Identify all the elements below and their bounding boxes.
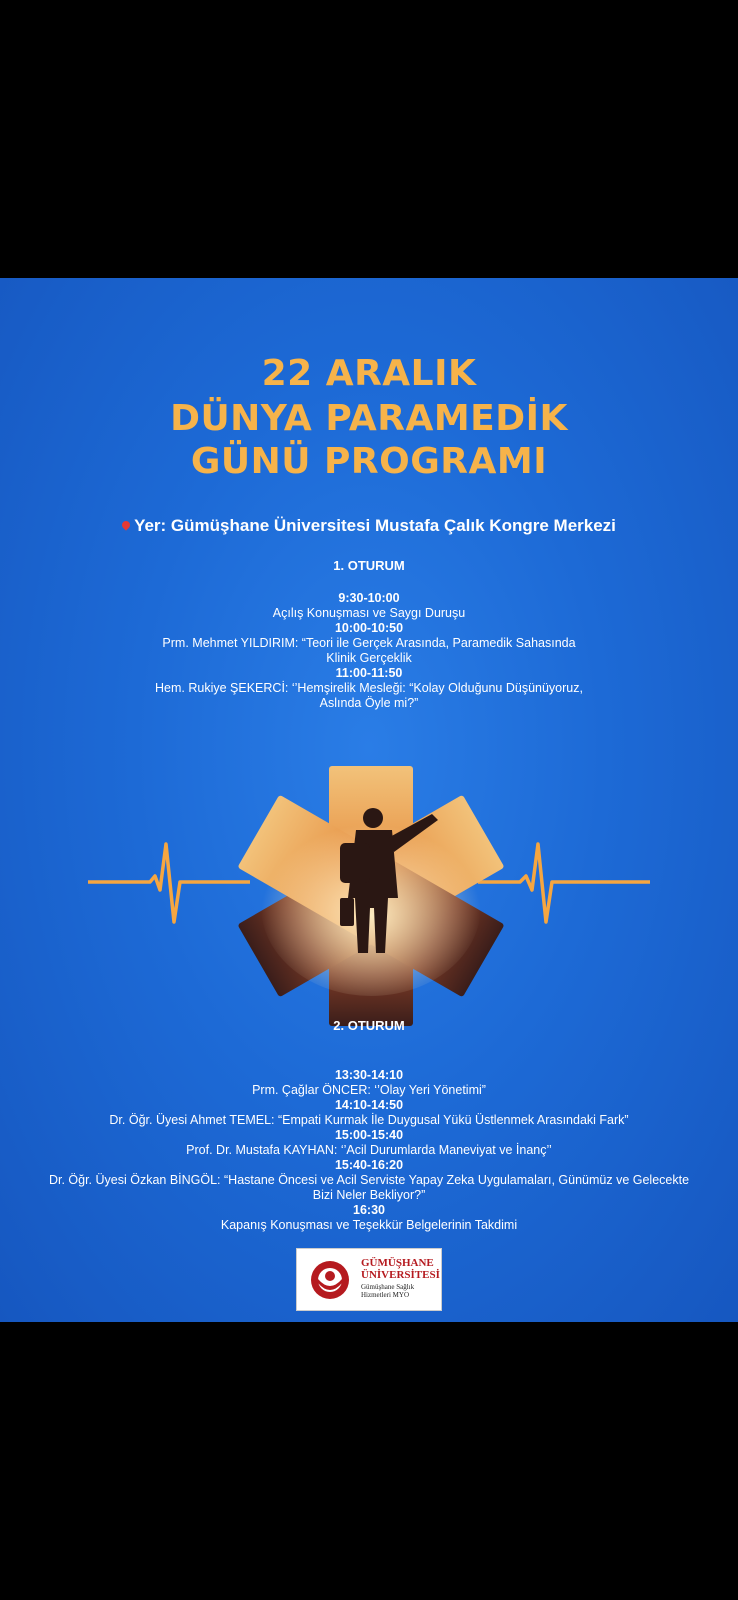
schedule-text: Dr. Öğr. Üyesi Özkan BİNGÖL: “Hastane Öncesi ve Acil Serviste Yapay Zeka Uygulamaları, Günümüz ve Gelecekte Bizi Neler Bekliyor?” <box>48 1173 690 1202</box>
logo-name <box>361 1257 440 1281</box>
schedule-time: 11:00-11:50 <box>335 666 403 680</box>
schedule-time: 13:30-14:10 <box>334 1068 404 1082</box>
schedule-time: 14:10-14:50 <box>334 1098 404 1112</box>
logo-sub-line-1: Gümüşhane Sağlık <box>361 1283 415 1291</box>
star-of-life-emblem <box>0 748 738 1038</box>
schedule-time: 15:40-16:20 <box>334 1158 404 1172</box>
schedule-time: 9:30-10:00 <box>338 591 400 605</box>
schedule-text: Hem. Rukiye ŞEKERCİ: ‘’Hemşirelik Mesleği: “Kolay Olduğunu Düşünüyoruz, Aslında Öyle mi?” <box>155 681 583 710</box>
session-1-heading: 1. OTURUM <box>333 558 405 573</box>
heartbeat-line-right <box>478 844 650 922</box>
poster-title-line-3: GÜNÜ PROGRAMI <box>190 441 548 482</box>
university-seal-icon <box>309 1259 351 1301</box>
logo-name-line-2: ÜNİVERSİTESİ <box>361 1269 440 1281</box>
venue-text: Yer: Gümüşhane Üniversitesi Mustafa Çalık Kongre Merkezi <box>134 516 616 535</box>
logo-sub-line-2: Hizmetleri MYO <box>361 1291 410 1299</box>
venue <box>0 516 738 536</box>
schedule-text: Prm. Çağlar ÖNCER: ‘’Olay Yeri Yönetimi” <box>252 1083 486 1097</box>
logo-name-line-1: GÜMÜŞHANE <box>361 1257 434 1269</box>
logo-subtitle <box>361 1283 414 1299</box>
session-2-heading: 2. OTURUM <box>333 1018 405 1033</box>
schedule-text: Kapanış Konuşması ve Teşekkür Belgelerinin Takdimi <box>220 1218 518 1232</box>
schedule-time: 10:00-10:50 <box>334 621 404 635</box>
poster-title-line-1: 22 ARALIK <box>261 353 477 394</box>
schedule-text: Prof. Dr. Mustafa KAYHAN: ‘’Acil Durumlarda Maneviyat ve İnanç’’ <box>186 1143 552 1157</box>
schedule-text: Açılış Konuşması ve Saygı Duruşu <box>272 606 466 620</box>
university-logo <box>296 1248 442 1311</box>
session-1-schedule <box>0 591 738 711</box>
schedule-time: 16:30 <box>353 1203 385 1217</box>
poster-title-line-2: DÜNYA PARAMEDİK <box>170 398 568 439</box>
location-pin-icon <box>120 519 131 530</box>
heartbeat-line-left <box>88 844 250 922</box>
session-2-schedule <box>0 1068 738 1233</box>
schedule-text: Dr. Öğr. Üyesi Ahmet TEMEL: “Empati Kurmak İle Duygusal Yükü Üstlenmek Arasındaki Fark” <box>109 1113 629 1127</box>
schedule-text: Prm. Mehmet YILDIRIM: “Teori ile Gerçek Arasında, Paramedik Sahasında Klinik Gerçeklik <box>162 636 576 665</box>
event-poster <box>0 278 738 1322</box>
schedule-time: 15:00-15:40 <box>334 1128 404 1142</box>
